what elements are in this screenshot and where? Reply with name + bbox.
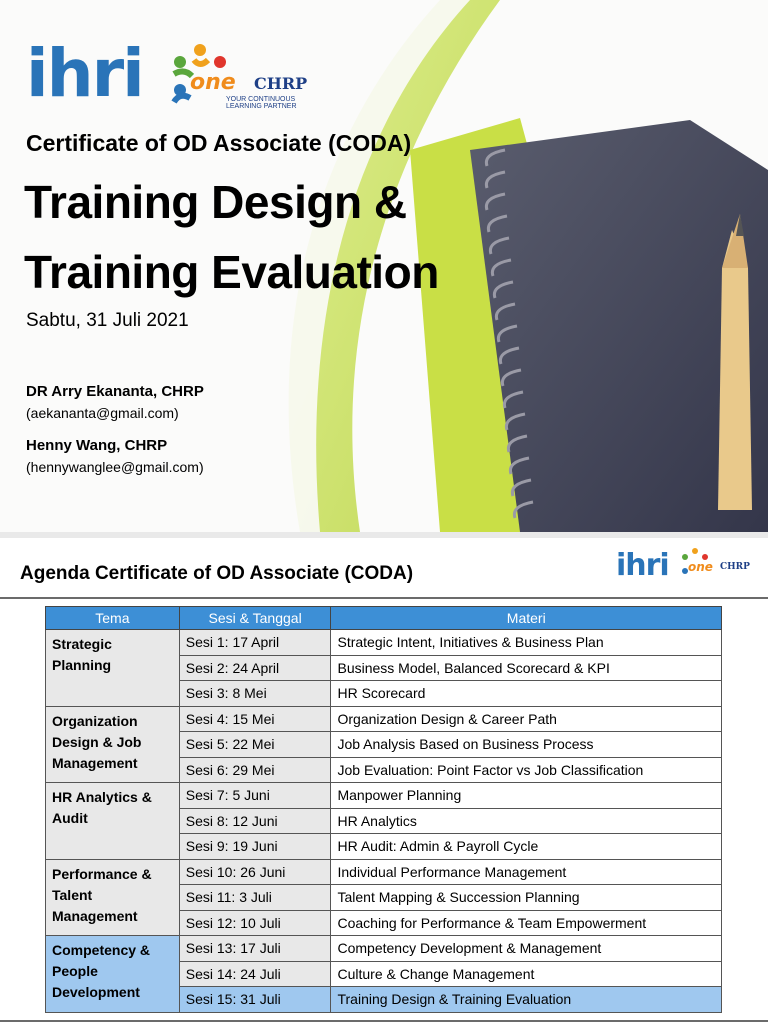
materi-cell: Training Design & Training Evaluation (331, 987, 722, 1013)
agenda-table (45, 606, 722, 1013)
sesi-cell: Sesi 2: 24 April (179, 655, 331, 681)
tema-cell-highlighted: Competency & People Development (46, 936, 180, 1013)
materi-cell: Business Model, Balanced Scorecard & KPI (331, 655, 722, 681)
materi-cell: Manpower Planning (331, 783, 722, 809)
table-row (46, 783, 722, 809)
table-row (46, 859, 722, 885)
onechrp-one-text: one (190, 70, 236, 95)
header-tema: Tema (46, 607, 180, 630)
header-sesi: Sesi & Tanggal (179, 607, 331, 630)
sesi-cell: Sesi 10: 26 Juni (179, 859, 331, 885)
materi-cell: Job Analysis Based on Business Process (331, 732, 722, 758)
sesi-cell: Sesi 14: 24 Juli (179, 961, 331, 987)
sesi-cell: Sesi 7: 5 Juni (179, 783, 331, 809)
materi-cell: Coaching for Performance & Team Empowerment (331, 910, 722, 936)
course-subtitle: Certificate of OD Associate (CODA) (26, 130, 412, 156)
sesi-cell: Sesi 9: 19 Juni (179, 834, 331, 860)
onechrp-tagline: YOUR CONTINUOUS LEARNING PARTNER (226, 96, 297, 111)
materi-cell: Culture & Change Management (331, 961, 722, 987)
sesi-cell: Sesi 5: 22 Mei (179, 732, 331, 758)
sesi-cell: Sesi 12: 10 Juli (179, 910, 331, 936)
materi-cell: Individual Performance Management (331, 859, 722, 885)
ihri-logo: ihri (26, 35, 143, 112)
agenda-bottom-rule (0, 1020, 768, 1022)
materi-cell: HR Audit: Admin & Payroll Cycle (331, 834, 722, 860)
presenter1-email: (aekananta@gmail.com) (26, 405, 179, 421)
table-row (46, 630, 722, 656)
materi-cell: HR Scorecard (331, 681, 722, 707)
materi-cell: Organization Design & Career Path (331, 706, 722, 732)
materi-cell: Talent Mapping & Succession Planning (331, 885, 722, 911)
session-date: Sabtu, 31 Juli 2021 (26, 310, 189, 331)
table-row (46, 936, 722, 962)
sesi-cell: Sesi 6: 29 Mei (179, 757, 331, 783)
slide-title-line1: Training Design & (24, 176, 407, 228)
slide-title-line2: Training Evaluation (24, 246, 439, 298)
sesi-cell: Sesi 8: 12 Juni (179, 808, 331, 834)
tema-cell: Performance & Talent Management (46, 859, 180, 936)
presenter1-name: DR Arry Ekananta, CHRP (26, 383, 204, 400)
sesi-cell: Sesi 4: 15 Mei (179, 706, 331, 732)
agenda-slide (0, 538, 768, 1024)
table-row (46, 706, 722, 732)
materi-cell: Competency Development & Management (331, 936, 722, 962)
materi-cell: Strategic Intent, Initiatives & Business Plan (331, 630, 722, 656)
onechrp-one-text-small: one (688, 560, 713, 574)
header-materi: Materi (331, 607, 722, 630)
sesi-cell: Sesi 13: 17 Juli (179, 936, 331, 962)
materi-cell: Job Evaluation: Point Factor vs Job Classification (331, 757, 722, 783)
materi-cell: HR Analytics (331, 808, 722, 834)
ihri-logo-small: ihri (616, 548, 669, 583)
agenda-title: Agenda Certificate of OD Associate (CODA) (20, 563, 414, 584)
presenter2-name: Henny Wang, CHRP (26, 437, 168, 454)
presenter2-email: (hennywanglee@gmail.com) (26, 459, 204, 475)
agenda-header-row (46, 607, 722, 630)
agenda-top-rule (0, 597, 768, 599)
sesi-cell: Sesi 11: 3 Juli (179, 885, 331, 911)
sesi-cell: Sesi 1: 17 April (179, 630, 331, 656)
tema-cell: HR Analytics & Audit (46, 783, 180, 860)
onechrp-logo (166, 40, 316, 114)
onechrp-logo-small (678, 546, 758, 586)
sesi-cell: Sesi 15: 31 Juli (179, 987, 331, 1013)
onechrp-chrp-text-small: CHRP (720, 562, 750, 572)
tema-cell: Strategic Planning (46, 630, 180, 707)
sesi-cell: Sesi 3: 8 Mei (179, 681, 331, 707)
onechrp-chrp-text: CHRP (254, 74, 308, 93)
tema-cell: Organization Design & Job Management (46, 706, 180, 783)
